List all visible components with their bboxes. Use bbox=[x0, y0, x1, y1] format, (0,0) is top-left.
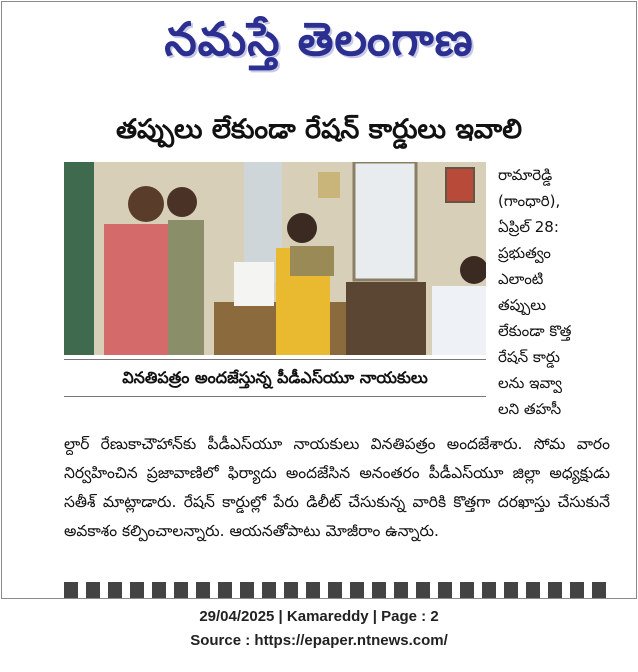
article-dateline: రామారెడ్డి (గాంధారి), ఏప్రిల్ 28: ప్రభుత్వం ఎలాంటి తప్పులు లేకుండా కొత్త రేషన్ కార్డు లను ఇవ్వా లని తహసీ bbox=[498, 166, 572, 418]
article-headline: తప్పులు లేకుండా రేషన్ కార్డులు ఇవాలి bbox=[115, 114, 523, 145]
footer-source-link[interactable]: Source : https://epaper.ntnews.com/ bbox=[190, 632, 448, 649]
footer-date-page: 29/04/2025 | Kamareddy | Page : 2 bbox=[199, 608, 439, 625]
article-body: ల్దార్ రేణుకాచౌహాన్‌కు పీడీఎస్‌యూ నాయకులు వినతిపత్రం అందజేశారు. సోమ వారం నిర్వహించిన ప్రజావాణిలో ఫిర్యాదు అందజేసిన అనంతరం పీడీఎస్‌యూ జిల్లా అధ్యక్షుడు సతీశ్ మాట్లాడారు. రేషన్ కార్డుల్లో పేరు డిలీట్ చేసుకున్న వారికి కొత్తగా దరఖాస్తు చేసుకునే అవకాశం కల్పించాలన్నారు. ఆయనతోపాటు మోజీరాం ఉన్నారు. bbox=[64, 435, 610, 540]
newspaper-clipping bbox=[1, 1, 637, 599]
article-photo bbox=[64, 162, 486, 355]
masthead-logo: నమస్తే తెలంగాణ bbox=[164, 12, 474, 66]
cut-off-text-line bbox=[64, 582, 610, 598]
photo-illustration bbox=[64, 162, 486, 355]
photo-caption: వినతిపత్రం అందజేస్తున్న పీడీఎస్‌యూ నాయకులు bbox=[64, 359, 486, 397]
